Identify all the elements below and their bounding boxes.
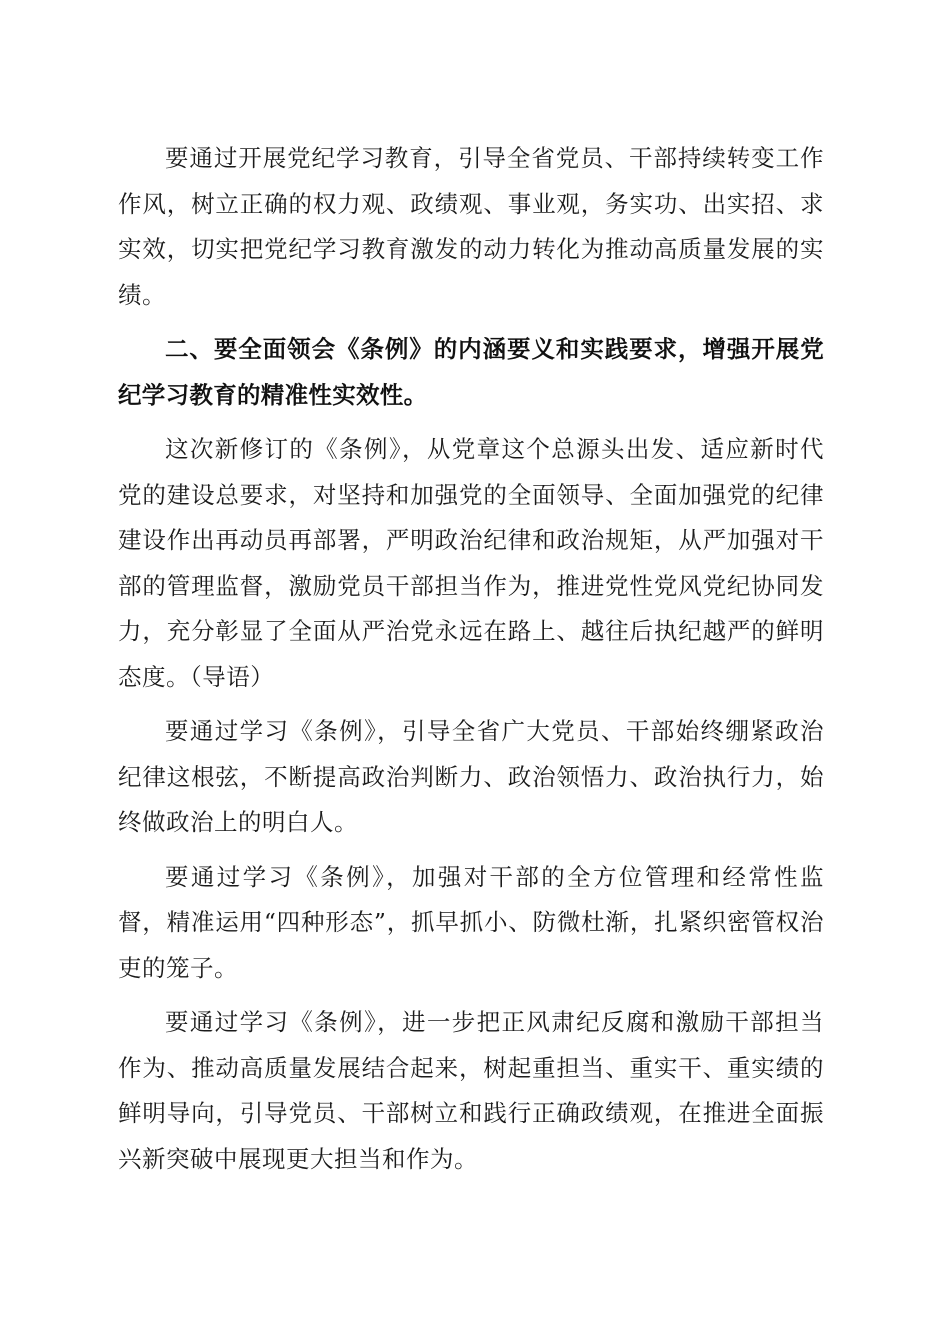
- paragraph-high-quality-development: 要通过学习《条例》，进一步把正风肃纪反腐和激励干部担当作为、推动高质量发展结合起来，树起重担当、重实干、重实绩的鲜明导向，引导党员、干部树立和践行正确政绩观，在推进全面振兴新突破中展现更大担当和作为。: [118, 1008, 824, 1173]
- section-heading-two: 二、要全面领会《条例》的内涵要义和实践要求，增强开展党纪学习教育的精准性实效性。: [118, 335, 824, 409]
- document-body: [118, 136, 824, 1191]
- paragraph-regulation-intro: 这次新修订的《条例》，从党章这个总源头出发、适应新时代党的建设总要求，对坚持和加强党的全面领导、全面加强党的纪律建设作出再动员再部署，严明政治纪律和政治规矩，从严加强对干部的管理监督，激励党员干部担当作为，推进党性党风党纪协同发力，充分彰显了全面从严治党永远在路上、越往后执纪越严的鲜明态度。（导语）: [118, 435, 824, 691]
- paragraph-cadre-supervision: 要通过学习《条例》，加强对干部的全方位管理和经常性监督，精准运用“四种形态”，抓早抓小、防微杜渐，扎紧织密管权治吏的笼子。: [118, 862, 824, 982]
- paragraph-political-discipline: 要通过学习《条例》，引导全省广大党员、干部始终绷紧政治纪律这根弦，不断提高政治判断力、政治领悟力、政治执行力，始终做政治上的明白人。: [118, 717, 824, 836]
- paragraph-work-style: 要通过开展党纪学习教育，引导全省党员、干部持续转变工作作风，树立正确的权力观、政绩观、事业观，务实功、出实招、求实效，切实把党纪学习教育激发的动力转化为推动高质量发展的实绩。: [118, 144, 824, 309]
